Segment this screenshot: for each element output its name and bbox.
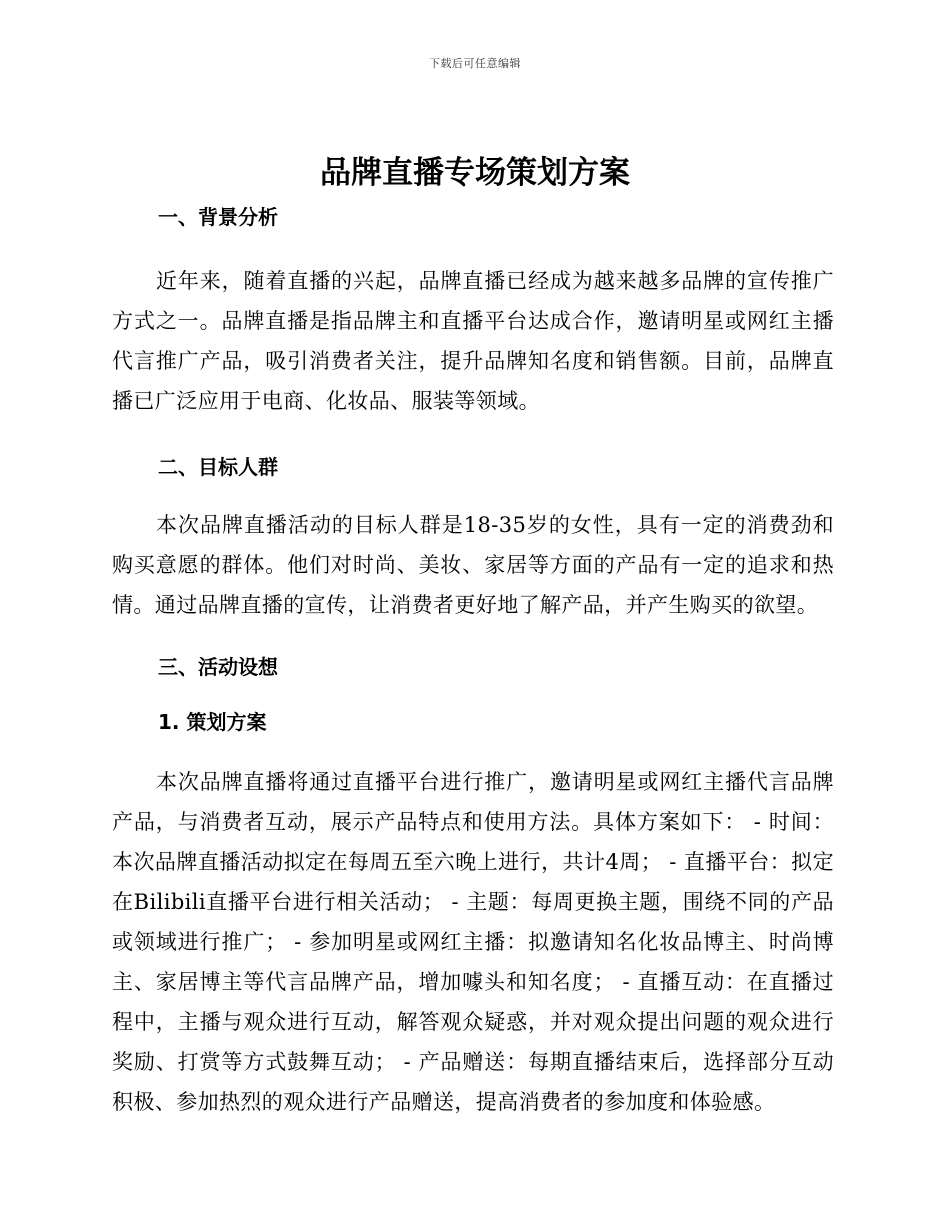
heading-activity-concept: 三、活动设想 bbox=[158, 655, 278, 679]
document-title: 品牌直播专场策划方案 bbox=[320, 155, 630, 191]
paragraph-plan: 本次品牌直播将通过直播平台进行推广，邀请明星或网红主播代言品牌产品，与消费者互动，展示产品特点和使用方法。具体方案如下： - 时间：本次品牌直播活动拟定在每周五至六晚上进行，共计4周； - 直播平台：拟定在Bilibili直播平台进行相关活动； - 主题：每周更换主题，围绕不同的产品或领域进行推广； - 参加明星或网红主播：拟邀请知名化妆品博主、时尚博主、家居博主等代言品牌产品，增加噱头和知名度； - 直播互动：在直播过程中，主播与观众进行互动，解答观众疑惑，并对观众提出问题的观众进行奖励、打赏等方式鼓舞互动； - 产品赠送：每期直播结束后，选择部分互动积极、参加热烈的观众进行产品赠送，提高消费者的参加度和体验感。 bbox=[112, 770, 834, 1114]
paragraph-target-audience: 本次品牌直播活动的目标人群是18-35岁的女性，具有一定的消费劲和购买意愿的群体。他们对时尚、美妆、家居等方面的产品有一定的追求和热情。通过品牌直播的宣传，让消费者更好地了解产品，并产生购买的欲望。 bbox=[112, 513, 834, 617]
document-body bbox=[112, 202, 834, 1122]
header-note: 下载后可任意编辑 bbox=[429, 57, 521, 70]
heading-plan: 1. 策划方案 bbox=[158, 710, 267, 734]
paragraph-background: 近年来，随着直播的兴起，品牌直播已经成为越来越多品牌的宣传推广方式之一。品牌直播是指品牌主和直播平台达成合作，邀请明星或网红主播代言推广产品，吸引消费者关注，提升品牌知名度和销售额。目前，品牌直播已广泛应用于电商、化妆品、服装等领域。 bbox=[112, 269, 834, 413]
heading-background: 一、背景分析 bbox=[158, 205, 278, 229]
heading-target-audience: 二、目标人群 bbox=[158, 455, 278, 479]
